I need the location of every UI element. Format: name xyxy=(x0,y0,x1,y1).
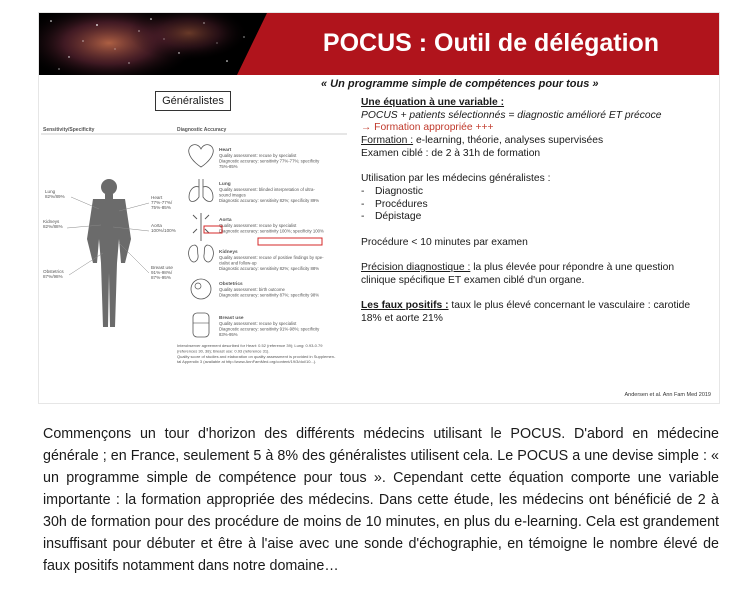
slide xyxy=(38,12,720,404)
use-item-2: Procédures xyxy=(375,198,428,210)
procedure-text: Procédure < 10 minutes par examen xyxy=(361,236,528,248)
fig-left-header: Sensitivity/Specificity xyxy=(43,127,95,133)
organ-row-line-6-2: Diagnostic accuracy: sensitivity 91%-98%; specificity xyxy=(219,326,320,332)
slide-subtitle: « Un programme simple de compétences pour tous » xyxy=(321,78,599,90)
organ-icon-heart xyxy=(189,145,214,167)
human-body-silhouette xyxy=(87,179,131,327)
organ-row-line-1-2: Diagnostic accuracy: sensitivity 77%-77%; specificity xyxy=(219,158,320,164)
generalists-label-box: Généralistes xyxy=(155,91,231,111)
equation-arrow: → Formation appropriée +++ xyxy=(361,122,494,134)
organ-icon-kidneys xyxy=(189,245,214,262)
organ-icon-obstetrics xyxy=(191,279,211,299)
false-positives-label: Les faux positifs : xyxy=(361,300,449,312)
organ-row-line-1-3: 75%-85% xyxy=(219,164,238,170)
body-label-value-6-2: 87%-95% xyxy=(151,275,171,280)
organ-row-line-6-3: 83%-95% xyxy=(219,332,238,338)
organ-row-title-1: Heart xyxy=(219,148,232,153)
exam-text: Examen ciblé : de 2 à 31h de formation xyxy=(361,147,541,159)
body-label-value-3-1: 82%/88% xyxy=(43,224,63,229)
body-label-1: Lung xyxy=(45,189,56,194)
body-label-value-6-1: 91%-98%/ xyxy=(151,270,173,275)
organ-row-line-4-1: Quality assessment: recuse of positive findings by spe- xyxy=(219,255,324,260)
precision-label: Précision diagnostique : xyxy=(361,262,471,274)
figure-footnote xyxy=(177,343,336,364)
use-item-3: Dépistage xyxy=(375,211,422,223)
organ-row-line-1-1: Quality assessment: recuse by specialist xyxy=(219,153,297,158)
organ-row-line-4-2: cialist and follow-up xyxy=(219,260,257,266)
fig-right-header: Diagnostic Accuracy xyxy=(177,127,227,133)
precision-text: la plus élevée pour répondre à une question clinique spécifique ET examen ciblé d'un organe. xyxy=(361,262,675,286)
footnote-line-4: tal Appendix 3 (available at http://www.AnnFamMed.org/content/19/3/doi/10...). xyxy=(177,359,317,365)
footnote-line-1: Interobserver agreement described for Heart: 0.52 (reference 39); Lung: 0.93-0.79 xyxy=(177,343,323,348)
body-label-value-1-1: 82%/89% xyxy=(45,194,65,199)
organ-row-title-6: Breast use xyxy=(219,316,244,321)
slide-title: POCUS : Outil de délégation xyxy=(322,29,660,57)
organ-row-title-5: Obstetrics xyxy=(219,282,243,287)
use-heading: Utilisation par les médecins généralistes : xyxy=(361,173,551,185)
organ-row-line-5-2: Diagnostic accuracy: sensitivity 87%; specificity 98% xyxy=(219,292,320,298)
body-label-value-4-1: 100%/100% xyxy=(151,228,176,233)
body-label-value-2-1: 77%-77%/ xyxy=(151,200,173,205)
body-label-value-5-1: 87%/98% xyxy=(43,274,63,279)
aorta-accuracy-highlight xyxy=(258,238,322,245)
footnote-line-2: (references 30, 38); Breast use: 0.93 (reference 31). xyxy=(177,348,270,354)
organ-row-title-2: Lung xyxy=(219,182,231,187)
organ-row-line-2-3: Diagnostic accuracy: sensitivity 82%; specificity 89% xyxy=(219,198,320,204)
body-label-4: Aorta xyxy=(151,223,162,228)
caption-paragraph: Commençons un tour d'horizon des différents médecins utilisant le POCUS. D'abord en médecine générale ; en France, seulement 5 à 8% des généralistes utilisent cela. Le POCUS a une devise simple : « un programme simple de compétence pour tous ». Cependant cette équation comporte une variable importante : la formation appropriée des médecins. Dans cette étude, les médecins ont bénéficié de 2 à 30h de formation pour des procédure de moins de 10 minutes, en plus du e-learning. Cela est grandement insuffisant pour débuter et être à l'aise avec une sonde d'échographie, en témoigne le nombre élevé de faux positifs notamment dans notre domaine… xyxy=(43,426,719,574)
body-label-2: Heart xyxy=(151,195,163,200)
body-label-3: Kidneys xyxy=(43,219,60,224)
organ-row-line-4-3: Diagnostic accuracy: sensitivity 82%; specificity 88% xyxy=(219,266,320,272)
diagnostic-accuracy-figure xyxy=(39,113,355,375)
organ-rows xyxy=(219,147,324,337)
organ-icon-broad-use xyxy=(193,313,209,337)
citation: Andersen et al. Ann Fam Med 2019 xyxy=(624,392,711,398)
equation-line: POCUS + patients sélectionnés = diagnostic amélioré ET précoce xyxy=(361,109,662,121)
organ-icon-lung xyxy=(189,179,213,202)
organ-row-title-4: Kidneys xyxy=(219,250,238,255)
title-banner xyxy=(39,13,719,75)
organ-icon-aorta xyxy=(193,213,209,241)
organ-row-line-3-2: Diagnostic accuracy: sensitivity 100%; specificity 100% xyxy=(219,228,324,234)
organ-row-line-2-2: sound images xyxy=(219,192,246,198)
organ-row-line-3-1: Quality assessment: recuse by specialist xyxy=(219,223,297,228)
organ-row-line-2-1: Quality assessment: blinded interpretation of ultra- xyxy=(219,187,315,192)
slide-right-text: Une équation à une variable : POCUS + patients sélectionnés = diagnostic amélioré ET précoce → Formation appropriée +++ Formation : e-learning, théorie, analyses supervisées Examen ciblé : de 2 à 31h de formation Utilisation par les médecins généralistes : - Diagnostic - Procédures - Dépistage Procédure < 10 minutes par examen Précision diagnostique : la plus élevée pour répondre à une question clinique spécifique ET examen ciblé d'un organe. Les faux positifs : taux le plus élevé concernant le vasculaire : carotide 18% et aorte 21% xyxy=(361,97,691,324)
organ-row-line-5-1: Quality assessment: birth outcome xyxy=(219,287,285,292)
training-label: Formation : xyxy=(361,135,414,147)
body-label-6: Breast use xyxy=(151,265,173,270)
organ-row-line-6-1: Quality assessment: recuse by specialist xyxy=(219,321,297,326)
false-positives-text: taux le plus élevé concernant le vasculaire : carotide 18% et aorte 21% xyxy=(361,300,691,324)
body-label-value-2-2: 75%-85% xyxy=(151,205,171,210)
footnote-line-3: Quality score of studies and elaboration on quality assessment is provided in Supplemen- xyxy=(177,353,336,359)
organ-row-title-3: Aorta xyxy=(219,218,232,223)
body-label-5: Obstetrics xyxy=(43,269,64,274)
equation-heading: Une équation à une variable : xyxy=(361,97,505,108)
training-text: e-learning, théorie, analyses supervisées xyxy=(413,135,604,147)
use-item-1: Diagnostic xyxy=(375,185,424,197)
